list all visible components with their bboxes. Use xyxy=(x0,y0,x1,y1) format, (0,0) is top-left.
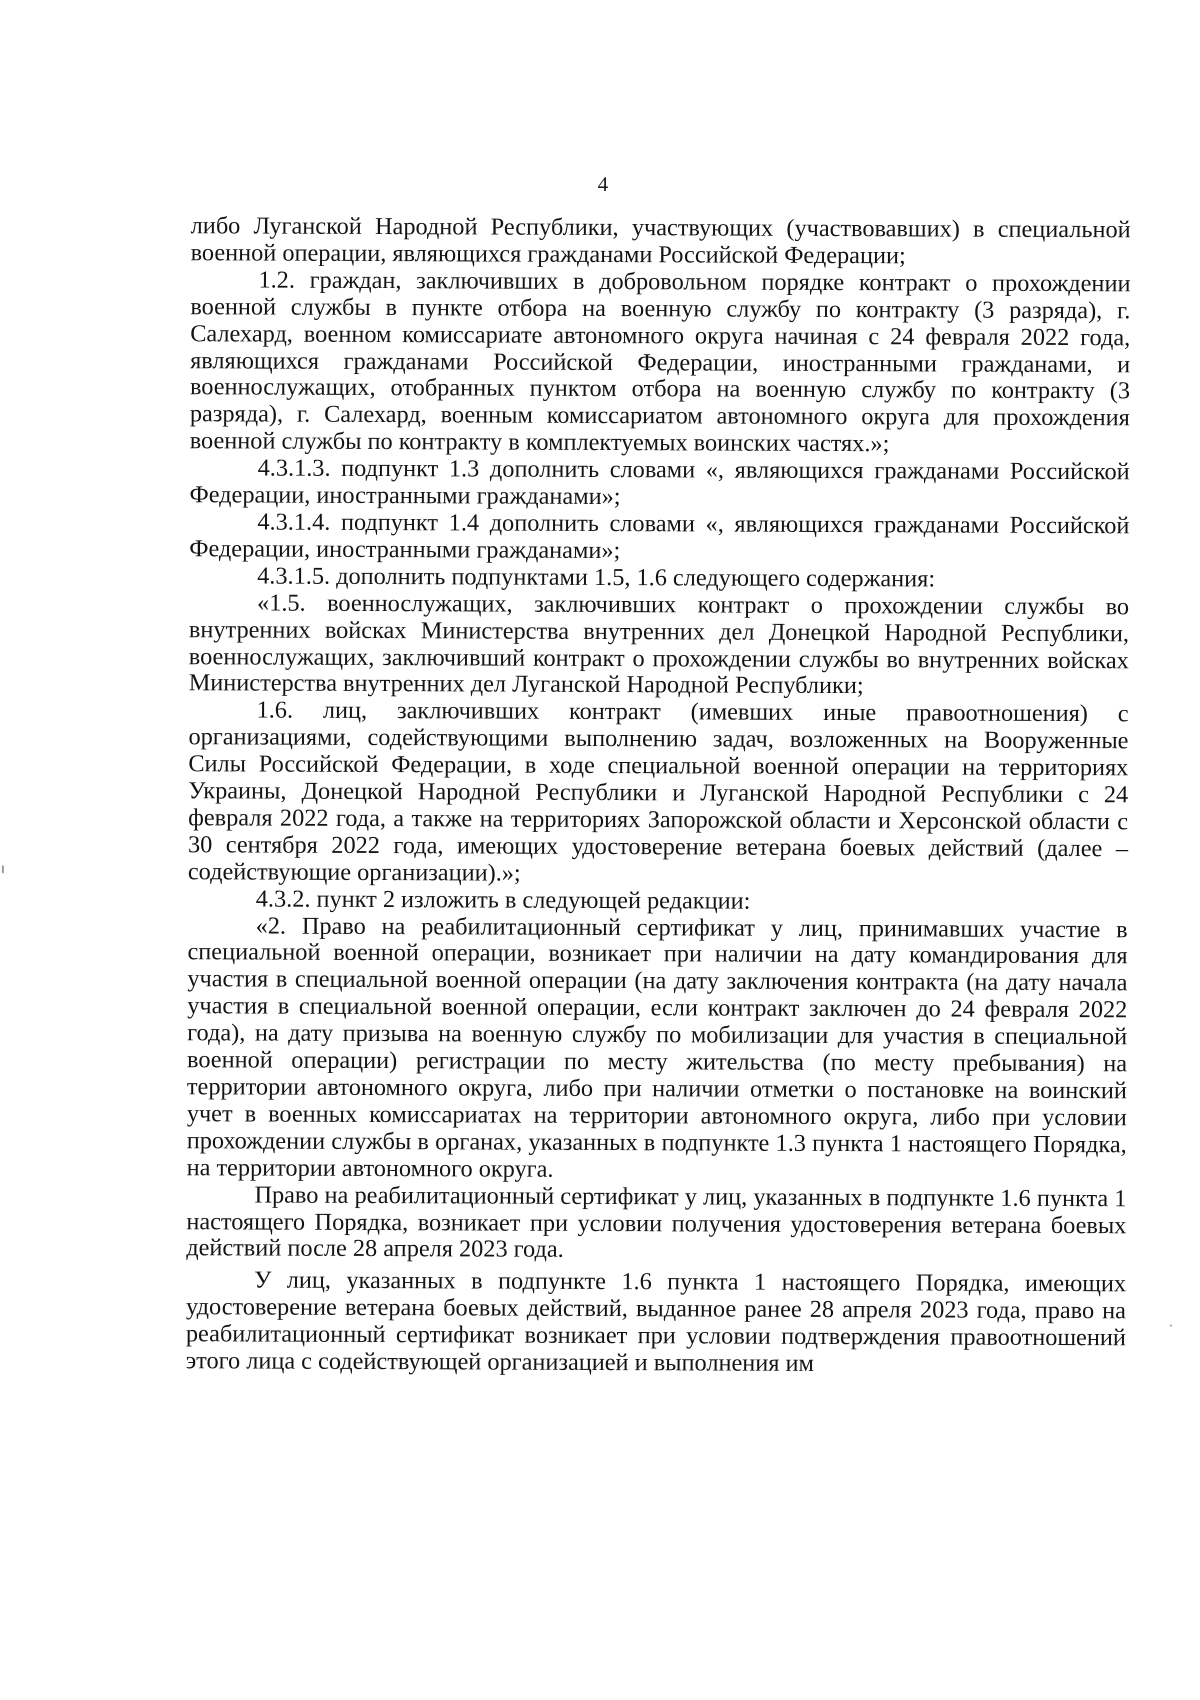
paragraph-item-1-2: 1.2. граждан, заключивших в добровольном порядке контракт о прохождении военной службы в пункте отбора на военную службу по контракту (3 разряда), г. Салехард, военном комиссариате автономного округа начиная с 24 февраля 2022 года, являющихся гражданами Российской Федерации, иностранными гражданами, и военнослужащих, отобранных пунктом отбора на военную службу по контракту (3 разряда), г. Салехард, военным комиссариатом автономного округа для прохождения военной службы по контракту в комплектуемых воинских частях.»; xyxy=(189,266,1131,458)
paragraph-continuation: либо Луганской Народной Республики, участвующих (участвовавших) в специальной военной операции, являющихся гражданами Российской Федерации; xyxy=(190,212,1131,270)
paragraph-item-1-5: «1.5. военнослужащих, заключивших контракт о прохождении службы во внутренних войсках Министерства внутренних дел Донецкой Народной Республики, военнослужащих, заключивший контракт о прохождении службы во внутренних войсках Министерства внутренних дел Луганской Народной Республики; xyxy=(188,589,1130,700)
paragraph-item-2: «2. Право на реабилитационный сертификат у лиц, принимавших участие в специальной военной операции, возникает при наличии на дату командирования для участия в специальной военной операции (на дату заключения контракта (на дату начала участия в специальной военной операции, если контракт заключен до 24 февраля 2022 года), на дату призыва на военную службу по мобилизации для участия в специальной военной операции) регистрации по месту жительства (по месту пребывания) на территории автономного округа, либо при наличии отметки о постановке на воинский учет в военных комиссариатах на территории автономного округа, либо при условии прохождении службы в органах, указанных в подпункте 1.3 пункта 1 настоящего Порядка, на территории автономного округа. xyxy=(186,912,1128,1183)
page-number: 4 xyxy=(597,171,609,197)
paragraph-item-4-3-1-3: 4.3.1.3. подпункт 1.3 дополнить словами «, являющихся гражданами Российской Федерации, иностранными гражданами»; xyxy=(189,454,1130,511)
paragraph-item-4-3-1-4: 4.3.1.4. подпункт 1.4 дополнить словами «, являющихся гражданами Российской Федерации, иностранными гражданами»; xyxy=(189,508,1130,564)
document-body xyxy=(186,213,1131,1379)
paragraph-item-4-3-2: 4.3.2. пункт 2 изложить в следующей редакции: xyxy=(255,885,751,915)
paragraph-item-1-6: 1.6. лиц, заключивших контракт (имевших иные правоотношения) с организациями, содействующими выполнению задач, возложенных на Вооруженные Силы Российской Федерации, в ходе специальной военной операции на территориях Украины, Донецкой Народной Республики и Луганской Народной Республики с 24 февраля 2022 года, а также на территориях Запорожской области и Херсонской области с 30 сентября 2022 года, имеющих удостоверение ветерана боевых действий (далее – содействующие организации).»; xyxy=(187,696,1129,887)
scan-speck xyxy=(2,865,4,873)
paragraph-right-condition: У лиц, указанных в подпункте 1.6 пункта 1 настоящего Порядка, имеющих удостоверение ветерана боевых действий, выданное ранее 28 апреля 2023 года, право на реабилитационный сертификат возникает при условии подтверждения правоотношений этого лица с содействующей организацией и выполнения им xyxy=(185,1266,1127,1378)
paragraph-item-4-3-1-5: 4.3.1.5. дополнить подпунктами 1.5, 1.6 следующего содержания: xyxy=(257,562,936,593)
scan-speck xyxy=(1170,1324,1172,1326)
paragraph-right-1-6: Право на реабилитационный сертификат у лиц, указанных в подпункте 1.6 пункта 1 настоящего Порядка, возникает при условии получения удостоверения ветерана боевых действий после 28 апреля 2023 года. xyxy=(186,1181,1127,1264)
